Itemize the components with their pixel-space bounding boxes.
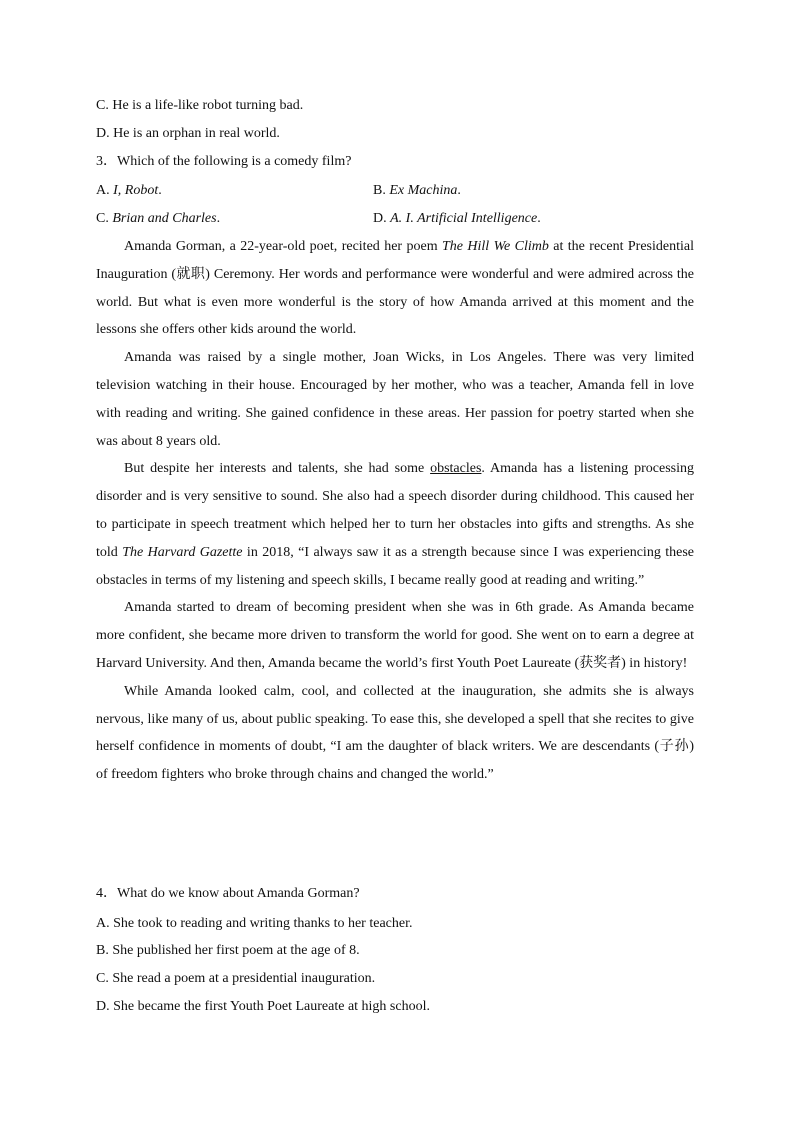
q3-option-c: C. Brian and Charles. <box>96 211 221 226</box>
newspaper-title: The Harvard Gazette <box>122 544 243 560</box>
passage-paragraph-3: But despite her interests and talents, she had some obstacles. Amanda has a listening processing disorder and is very sensitive to sound. She also had a speech disorder during childhood. This caused her to participate in speech treatment which helped her to turn her obstacles into gifts and strengths. As she told The Harvard Gazette in 2018, “I always saw it as a strength because since I was experiencing these obstacles in terms of my listening and speech skills, I became really good at reading and writing.” <box>96 461 695 588</box>
q4-option-d: D. She became the first Youth Poet Laureate at high school. <box>96 999 430 1014</box>
q4-option-b: B. She published her first poem at the age of 8. <box>96 943 360 958</box>
passage-paragraph-5: While Amanda looked calm, cool, and collected at the inauguration, she admits she is always nervous, like many of us, about public speaking. To ease this, she developed a spell that she recites to give herself confidence in moments of doubt, “I am the daughter of black writers. We are descendants (子孙) of freedom fighters who broke through chains and changed the world.” <box>96 683 694 783</box>
q4-option-a: A. She took to reading and writing thanks to her teacher. <box>96 916 413 931</box>
poem-title: The Hill We Climb <box>442 239 549 254</box>
q2-option-c: C. He is a life-like robot turning bad. <box>96 98 304 113</box>
q3-option-b-title: Ex Machina <box>389 183 458 198</box>
q4-stem: 4．What do we know about Amanda Gorman? <box>96 886 360 901</box>
q3-stem: 3．Which of the following is a comedy film? <box>96 154 352 169</box>
q2-option-d: D. He is an orphan in real world. <box>96 126 280 141</box>
q3-option-c-title: Brian and Charles <box>112 211 217 226</box>
q3-option-d-title: A. I. Artificial Intelligence <box>390 211 538 226</box>
passage-paragraph-2: Amanda was raised by a single mother, Joan Wicks, in Los Angeles. There was very limited television watching in their house. Encouraged by her mother, who was a teacher, Amanda fell in love with reading and writing. She gained confidence in these areas. Her passion for poetry started when she was about 8 years old. <box>96 350 694 449</box>
passage-paragraph-1: Amanda Gorman, a 22-year-old poet, recited her poem The Hill We Climb at the recent Presidential Inauguration (就职) Ceremony. Her words and performance were wonderful and were admired across the world. But what is even more wonderful is the story of how Amanda arrived at this moment and the lessons she offers other kids around the world. <box>96 239 694 338</box>
q4-option-c: C. She read a poem at a presidential inauguration. <box>96 971 376 986</box>
q3-option-a-title: I, Robot <box>113 183 159 198</box>
passage-paragraph-4: Amanda started to dream of becoming president when she was in 6th grade. As Amanda became more confident, she became more driven to transform the world for good. She went on to earn a degree at Harvard University. And then, Amanda became the world’s first Youth Poet Laureate (获奖者) in history! <box>96 600 694 671</box>
q3-option-d: D. A. I. Artificial Intelligence. <box>373 211 541 226</box>
q3-option-b: B. Ex Machina. <box>373 183 461 198</box>
q3-option-a: A. I, Robot. <box>96 183 162 198</box>
reading-passage <box>96 233 694 789</box>
underlined-word-obstacles: obstacles <box>430 461 482 477</box>
